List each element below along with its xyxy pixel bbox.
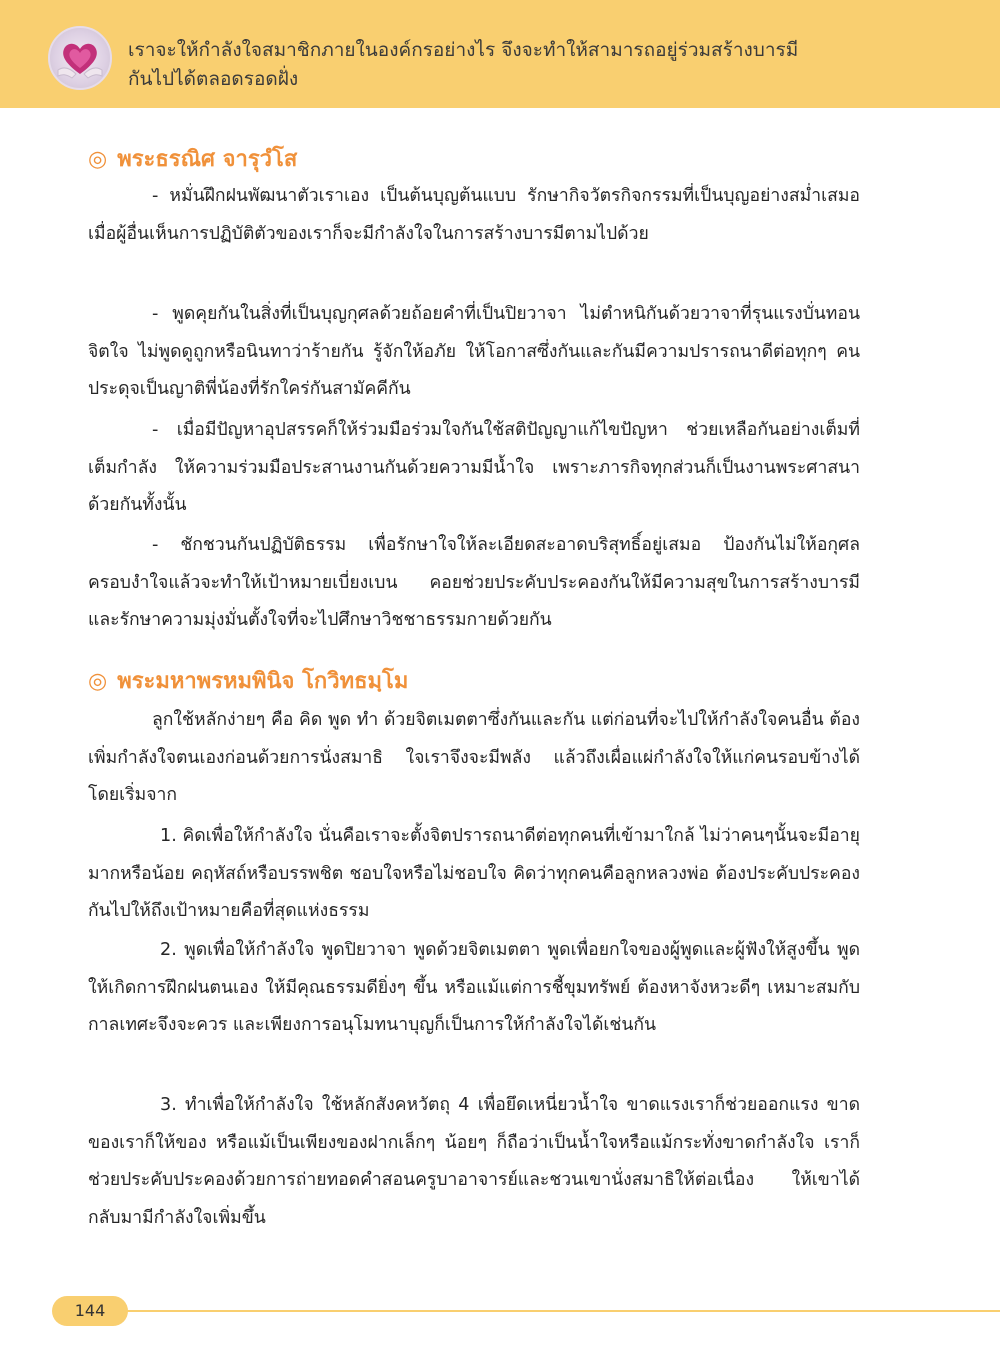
footer-rule (120, 1310, 1000, 1312)
section-heading-1 (88, 143, 297, 177)
paragraph: - พูดคุยกันในสิ่งที่เป็นบุญกุศลด้วยถ้อยคำที่เป็นปิยวาจา ไม่ตำหนิกันด้วยวาจาที่รุนแรงบั่นทอนจิตใจ ไม่พูดดูถูกหรือนินทาว่าร้ายกัน รู้จักให้อภัย ให้โอกาสซึ่งกันและกันมีความปรารถนาดีต่อทุกๆ คนประดุจเป็นญาติพี่น้องที่รักใคร่กันสามัคคีกัน (88, 304, 860, 399)
paragraph: - ชักชวนกันปฏิบัติธรรม เพื่อรักษาใจให้ละเอียดสะอาดบริสุทธิ์อยู่เสมอ ป้องกันไม่ให้อกุศลครอบงำใจแล้วจะทำให้เป้าหมายเบี่ยงเบน คอยช่วยประคับประคองกันให้มีความสุขในการสร้างบารมี และรักษาความมุ่งมั่นตั้งใจที่จะไปศึกษาวิชชาธรรมกายด้วยกัน (88, 535, 860, 630)
intro-paragraph: ลูกใช้หลักง่ายๆ คือ คิด พูด ทำ ด้วยจิตเมตตาซึ่งกันและกัน แต่ก่อนที่จะไปให้กำลังใจคนอื่น ต้องเพิ่มกำลังใจตนเองก่อนด้วยการนั่งสมาธิ ใจเราจึงจะมีพลัง แล้วถึงเผื่อแผ่กำลังใจให้แก่คนรอบข้างได้ โดยเริ่มจาก (88, 710, 860, 805)
numbered-item: 1. คิดเพื่อให้กำลังใจ นั่นคือเราจะตั้งจิตปรารถนาดีต่อทุกคนที่เข้ามาใกล้ ไม่ว่าคนๆนั้นจะมีอายุมากหรือน้อย คฤหัสถ์หรือบรรพชิต ชอบใจหรือไม่ชอบใจ คิดว่าทุกคนคือลูกหลวงพ่อ ต้องประคับประคองกันไปให้ถึงเป้าหมายคือที่สุดแห่งธรรม (88, 826, 860, 921)
section-heading-text: พระมหาพรหมพินิจ โกวิทธมฺโม (117, 669, 409, 694)
chapter-title-line-1: เราจะให้กำลังใจสมาชิกภายในองค์กรอย่างไร จึงจะทำให้สามารถอยู่ร่วมสร้างบารมี (128, 39, 799, 61)
numbered-item: 3. ทำเพื่อให้กำลังใจ ใช้หลักสังคหวัตถุ 4 เพื่อยึดเหนี่ยวน้ำใจ ขาดแรงเราก็ช่วยออกแรง ขาดของเราก็ให้ของ หรือแม้เป็นเพียงของฝากเล็กๆ น้อยๆ ก็ถือว่าเป็นน้ำใจหรือแม้กระทั่งขาดกำลังใจ เราก็ช่วยประคับประคองด้วยการถ่ายทอดคำสอนครูบาอาจารย์และชวนเขานั่งสมาธิให้ต่อเนื่อง ให้เขาได้กลับมามีกำลังใจเพิ่มขึ้น (88, 1095, 860, 1228)
page-number: 144 (52, 1296, 128, 1326)
section-heading-text: พระธรณิศ จารุวํโส (117, 147, 298, 172)
heart-hands-logo-icon (48, 26, 112, 90)
chapter-title (128, 36, 968, 94)
bullet-icon: ◎ (88, 669, 108, 694)
page-header (0, 0, 1000, 108)
section-heading-2 (88, 665, 408, 699)
chapter-title-line-2: กันไปได้ตลอดรอดฝั่ง (128, 68, 299, 90)
numbered-item: 2. พูดเพื่อให้กำลังใจ พูดปิยวาจา พูดด้วยจิตเมตตา พูดเพื่อยกใจของผู้พูดและผู้ฟังให้สูงขึ้น พูดให้เกิดการฝึกฝนตนเอง ให้มีคุณธรรมดียิ่งๆ ขึ้น หรือแม้แต่การชี้ขุมทรัพย์ ต้องหาจังหวะดีๆ เหมาะสมกับกาลเทศะจึงจะควร และเพียงการอนุโมทนาบุญก็เป็นการให้กำลังใจได้เช่นกัน (88, 940, 860, 1035)
bullet-icon: ◎ (88, 147, 108, 172)
paragraph: - หมั่นฝึกฝนพัฒนาตัวเราเอง เป็นต้นบุญต้นแบบ รักษากิจวัตรกิจกรรมที่เป็นบุญอย่างสม่ำเสมอ เมื่อผู้อื่นเห็นการปฏิบัติตัวของเราก็จะมีกำลังใจในการสร้างบารมีตามไปด้วย (88, 186, 860, 244)
paragraph: - เมื่อมีปัญหาอุปสรรคก็ให้ร่วมมือร่วมใจกันใช้สติปัญญาแก้ไขปัญหา ช่วยเหลือกันอย่างเต็มที่เต็มกำลัง ให้ความร่วมมือประสานงานกันด้วยความมีน้ำใจ เพราะภารกิจทุกส่วนก็เป็นงานพระศาสนาด้วยกันทั้งนั้น (88, 420, 860, 515)
